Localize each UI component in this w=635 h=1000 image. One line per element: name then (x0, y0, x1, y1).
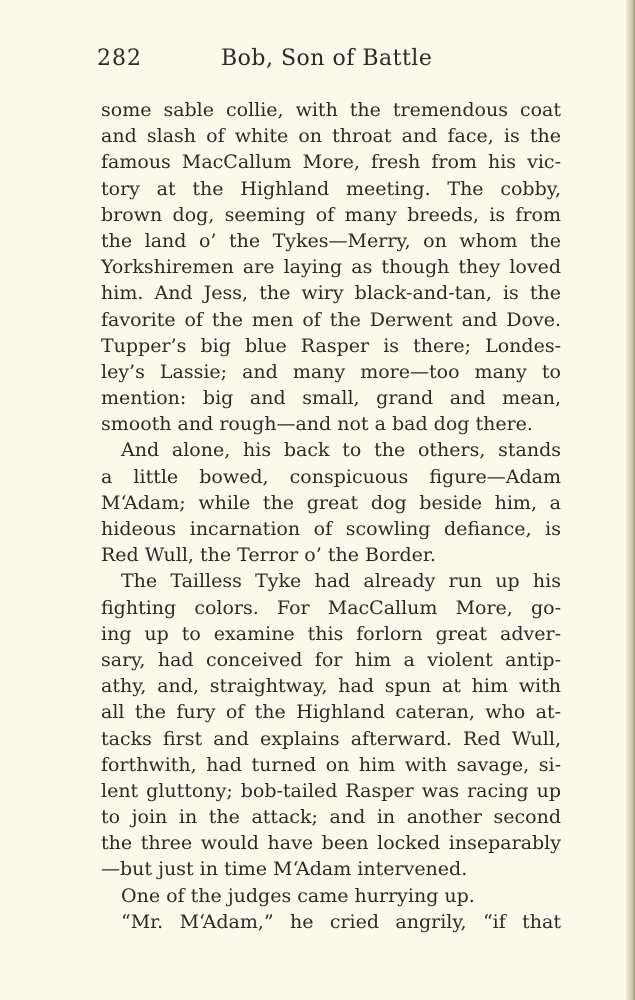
page-edge-shadow (626, 0, 635, 1000)
text-line: sary, had conceived for him a violent antip- (101, 648, 561, 671)
text-line: to join in the attack; and in another second (101, 806, 561, 829)
text-line: ing up to examine this forlorn great adver- (101, 622, 561, 645)
text-line: lent gluttony; bob-tailed Rasper was racing up (101, 779, 561, 802)
text-line: the land o’ the Tykes—Merry, on whom the (101, 229, 561, 252)
running-head (97, 46, 563, 80)
page-number: 282 (97, 46, 142, 71)
text-line: tory at the Highland meeting. The cobby, (101, 177, 561, 200)
text-line: ley’s Lassie; and many more—too many to (101, 360, 561, 383)
text-line: and slash of white on throat and face, is the (101, 125, 561, 148)
text-line: mention: big and small, grand and mean, (101, 387, 561, 410)
text-line: —but just in time M‘Adam intervened. (101, 858, 468, 881)
text-line: hideous incarnation of scowling defiance, is (101, 518, 561, 540)
text-line: favorite of the men of the Derwent and Dove. (101, 308, 561, 331)
text-line: a little bowed, conspicuous figure—Adam (101, 465, 561, 488)
text-line: famous MacCallum More, fresh from his vic- (101, 151, 561, 174)
text-line: brown dog, seeming of many breeds, is from (101, 203, 561, 226)
text-line: Tupper’s big blue Rasper is there; Londes- (101, 334, 561, 357)
text-line: And alone, his back to the others, stands (121, 439, 561, 462)
text-line: forthwith, had turned on him with savage, si- (101, 753, 561, 776)
text-line: tacks first and explains afterward. Red Wull, (101, 727, 561, 750)
text-line: Red Wull, the Terror o’ the Border. (101, 544, 436, 567)
text-line: smooth and rough—and not a bad dog there. (101, 413, 533, 436)
text-line: fighting colors. For MacCallum More, go- (101, 596, 561, 619)
text-line: him. And Jess, the wiry black-and-tan, is the (101, 282, 561, 305)
text-line: The Tailless Tyke had already run up his (121, 570, 561, 593)
text-line: One of the judges came hurrying up. (121, 884, 475, 907)
text-line: all the fury of the Highland cateran, who at- (101, 701, 561, 724)
body-text (101, 97, 561, 935)
text-line: “Mr. M‘Adam,” he cried angrily, “if that (121, 910, 561, 933)
book-title: Bob, Son of Battle (221, 46, 433, 71)
text-line: Yorkshiremen are laying as though they loved (101, 256, 561, 279)
text-line: athy, and, straightway, had spun at him with (101, 675, 561, 698)
text-line: M‘Adam; while the great dog beside him, a (101, 491, 561, 514)
text-line: some sable collie, with the tremendous coat (101, 99, 561, 121)
text-line: the three would have been locked inseparably (101, 832, 561, 855)
